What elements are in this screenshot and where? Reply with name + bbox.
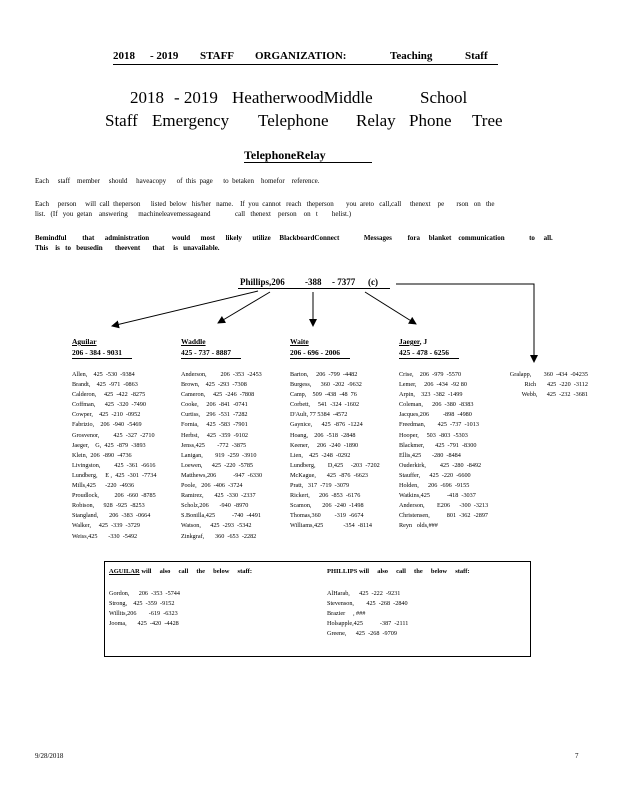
staff-entry: Coleman, 206 -380 -8383 xyxy=(399,401,474,409)
staff-entry: Klein, 206 -890 -4736 xyxy=(72,451,132,459)
column-name: Waddle xyxy=(181,337,206,346)
staff-entry: Keener, 206 -240 -1890 xyxy=(290,441,359,449)
staff-entry: Arpin, 323 -382 -1499 xyxy=(399,391,463,399)
staff-entry: Cowper, 425 -210 -0952 xyxy=(72,411,141,419)
staff-entry: Rich 425 -220 -3112 xyxy=(524,381,588,389)
column-list-gralapp xyxy=(488,370,588,400)
column-name: Aguilar xyxy=(72,337,97,346)
staff-entry: Ramirez, 425 -330 -2337 xyxy=(181,492,256,500)
arrow-to-waddle xyxy=(218,292,270,323)
title-relay: Relay xyxy=(356,111,396,130)
additional-calls-box xyxy=(104,561,531,657)
staff-entry: Ouderkirk, 425 -280 -8492 xyxy=(399,461,482,469)
staff-entry: Cooke, 206 -841 -0741 xyxy=(181,401,248,409)
aguilar-also-calls-heading xyxy=(109,568,252,575)
staff-entry: Jenss,425 -772 -3875 xyxy=(181,441,247,449)
header-year-end: - 2019 xyxy=(150,50,179,62)
staff-entry: Anderson, E206 -300 -3213 xyxy=(399,502,489,510)
title-telephone: Telephone xyxy=(258,111,329,130)
staff-entry: Lanigan, 919 -259 -3910 xyxy=(181,451,257,459)
staff-entry: Holsapple,425 -387 -2111 xyxy=(327,620,409,627)
column-list-waite xyxy=(290,370,380,532)
column-phone: 425 - 478 - 6256 xyxy=(399,347,459,359)
staff-entry: Corbett, 541 -324 -1602 xyxy=(290,401,360,409)
staff-entry: Stangland, 206 -383 -0664 xyxy=(72,512,151,520)
staff-entry: Stevenson, 425 -268 -2840 xyxy=(327,600,408,607)
root-caller-name: Phillips,206 xyxy=(240,277,285,287)
staff-entry: Loewen, 425 -220 -5785 xyxy=(181,461,254,469)
staff-entry: Reyn olds,### xyxy=(399,522,438,530)
staff-entry: Poole, 206 -406 -3724 xyxy=(181,482,243,490)
staff-entry: Fabrizio, 206 -940 -5469 xyxy=(72,421,142,429)
staff-entry: Williams,425 -354 -8114 xyxy=(290,522,373,530)
staff-entry: Jacques,206 -898 -4980 xyxy=(399,411,472,419)
phillips-extra-list xyxy=(327,589,408,639)
staff-entry: Greene, 425 -268 -9709 xyxy=(327,630,397,637)
title-staff: Staff xyxy=(105,111,138,130)
column-phone: 206 - 384 - 9031 xyxy=(72,347,132,359)
column-head-aguilar xyxy=(72,336,132,359)
header-year: 2018 xyxy=(113,50,135,62)
staff-entry: Jooma, 425 -420 -4428 xyxy=(109,620,179,627)
aguilar-heading-text: will also call the below staff: xyxy=(141,568,252,575)
title-emergency: Emergency xyxy=(152,111,230,130)
staff-entry: Watkins,425 -418 -3037 xyxy=(399,492,476,500)
root-caller-num2: - 7377 xyxy=(332,277,356,287)
phillips-also-calls-heading xyxy=(327,568,470,575)
staff-entry: S.Bonilla,425 -740 -4491 xyxy=(181,512,261,520)
staff-entry: Pratt, 317 -719 -3079 xyxy=(290,482,350,490)
title-school: School xyxy=(420,88,468,107)
footer-date: 9/28/2018 xyxy=(35,752,64,760)
staff-entry: Lien, 425 -248 -0292 xyxy=(290,451,351,459)
column-head-jaeger xyxy=(399,336,459,359)
staff-entry: Calderon, 425 -422 -8275 xyxy=(72,391,146,399)
arrow-to-jaeger xyxy=(365,292,416,324)
staff-entry: Walker, 425 -339 -3729 xyxy=(72,522,140,530)
staff-entry: Holden, 206 -696 -9155 xyxy=(399,482,470,490)
staff-entry: Hooper, 503 -803 -5303 xyxy=(399,431,468,439)
staff-entry: Brown, 425 -293 -7308 xyxy=(181,381,247,389)
staff-entry: Burgess, 360 -202 -9632 xyxy=(290,381,362,389)
staff-entry: Scamon, 206 -240 -1498 xyxy=(290,502,364,510)
arrow-to-aguilar xyxy=(112,291,258,326)
column-list-waddle xyxy=(181,370,262,542)
staff-entry: Webb, 425 -232 -3681 xyxy=(521,391,588,399)
column-head-waddle xyxy=(181,336,241,359)
staff-entry: Stauffer, 425 -220 -6600 xyxy=(399,471,471,479)
aguilar-name: AGUILAR xyxy=(109,568,140,575)
instruction-paragraph-2a: Each person will call theperson listed below his/her name. If you cannot reach theperson you areto call,call thenext pe rson on the xyxy=(35,200,495,208)
column-list-jaeger xyxy=(399,370,488,532)
staff-entry: Hoang, 206 -518 -2848 xyxy=(290,431,356,439)
column-name: Jaeger xyxy=(399,337,420,346)
staff-entry: Zinkgraf, 360 -653 -2282 xyxy=(181,532,257,540)
staff-entry: Mills,425 -220 -4936 xyxy=(72,482,135,490)
phillips-name: PHILLIPS xyxy=(327,568,358,575)
staff-entry: Ellis,425 -280 -8484 xyxy=(399,451,461,459)
staff-entry: Fornia, 425 -583 -7901 xyxy=(181,421,248,429)
staff-entry: Grosvenor, 425 -327 -2710 xyxy=(72,431,155,439)
staff-entry: Camp, 509 -438 -48 76 xyxy=(290,391,357,399)
staff-entry: Gralapp, 360 -434 -04235 xyxy=(509,371,588,378)
relay-heading: TelephoneRelay xyxy=(244,148,326,162)
staff-entry: Willits,206 -619 -6323 xyxy=(109,610,178,617)
staff-entry: Lemer, 206 -434 -92 80 xyxy=(399,381,467,389)
title-phone: Phone xyxy=(409,111,452,130)
staff-entry: Jaeger, G, 425 -879 -3893 xyxy=(72,441,146,449)
staff-entry: Herbst, 425 -359 -9102 xyxy=(181,431,249,439)
staff-entry: Allen, 425 -530 -9384 xyxy=(72,371,135,378)
aguilar-extra-list xyxy=(109,589,180,629)
staff-entry: Scholz,206 -940 -8970 xyxy=(181,502,249,510)
staff-entry: Watson, 425 -293 -5342 xyxy=(181,522,252,530)
staff-entry: Gordon, 206 -353 -5744 xyxy=(109,590,180,597)
column-list-aguilar xyxy=(72,370,156,542)
root-caller-num1: -388 xyxy=(305,277,322,287)
footer-page-number: 7 xyxy=(575,752,579,760)
notice-paragraph-a: Bemindful that administration would most likely utilize BlackboardConnect Messages fora blanket communication to all. xyxy=(35,234,553,242)
title-tree: Tree xyxy=(472,111,503,130)
staff-entry: Robison, 928 -925 -8253 xyxy=(72,502,145,510)
header-teaching: Teaching xyxy=(390,50,433,62)
instruction-paragraph-2b: list. (If you getan answering machineleavemessageand call thenext person on t helist.) xyxy=(35,210,352,218)
title-school-name: HeatherwoodMiddle xyxy=(232,88,373,107)
staff-entry: Brandt, 425 -971 -0863 xyxy=(72,381,138,389)
column-phone: 206 - 696 - 2006 xyxy=(290,347,350,359)
staff-entry: McKague, 425 -876 -6623 xyxy=(290,471,369,479)
staff-entry: Matthews,206 -947 -6330 xyxy=(181,471,263,479)
staff-entry: Lundberg, D,425 -203 -7202 xyxy=(290,461,380,469)
staff-entry: Gaynice, 425 -876 -1224 xyxy=(290,421,363,429)
header-organization: ORGANIZATION: xyxy=(255,50,347,62)
staff-entry: Curtiss, 296 -531 -7282 xyxy=(181,411,248,419)
root-caller-suffix: (c) xyxy=(368,277,378,287)
phillips-heading-text: will also call the below staff: xyxy=(358,568,470,575)
header-staff: STAFF xyxy=(200,50,235,62)
column-phone: 425 - 737 - 8887 xyxy=(181,347,241,359)
column-head-waite xyxy=(290,336,350,359)
staff-entry: Cameron, 425 -246 -7808 xyxy=(181,391,255,399)
staff-entry: AlHarab, 425 -222 -9231 xyxy=(327,590,401,597)
staff-entry: Strong, 425 -359 -9152 xyxy=(109,600,175,607)
staff-entry: Crise, 206 -979 -5570 xyxy=(399,371,462,378)
staff-entry: D'Ault, 77 5384 -4572 xyxy=(290,411,348,419)
staff-entry: Freedman, 425 -737 -1013 xyxy=(399,421,479,429)
column-name: Waite xyxy=(290,337,309,346)
staff-entry: Livingston, 425 -361 -6616 xyxy=(72,461,156,469)
staff-entry: Weiss,425 -330 -5492 xyxy=(72,532,138,540)
title-year-end: - 2019 xyxy=(174,88,218,107)
staff-entry: Coffman, 425 -320 -7490 xyxy=(72,401,146,409)
staff-entry: Lundberg, E , 425 -301 -7734 xyxy=(72,471,157,479)
staff-entry: Barton, 206 -799 -4482 xyxy=(290,371,358,378)
staff-entry: Brazier , ### xyxy=(327,610,366,617)
header-staff-2: Staff xyxy=(465,50,488,62)
staff-entry: Christensen, 801 -362 -2897 xyxy=(399,512,489,520)
title-year: 2018 xyxy=(130,88,164,107)
staff-entry: Thomas,360 -319 -6674 xyxy=(290,512,364,520)
instruction-paragraph-1: Each staff member should haveacopy of this page to betaken homefor reference. xyxy=(35,177,320,185)
staff-entry: Proudlock, 206 -660 -8785 xyxy=(72,492,156,500)
staff-entry: Anderson, 206 -353 -2453 xyxy=(181,371,262,378)
column-name-suffix: , J xyxy=(419,337,428,346)
notice-paragraph-b: This is to beusedin theevent that is unavailable. xyxy=(35,244,220,252)
staff-entry: Rickert, 206 -853 -6176 xyxy=(290,492,361,500)
staff-entry: Blackmer, 425 -791 -8300 xyxy=(399,441,477,449)
